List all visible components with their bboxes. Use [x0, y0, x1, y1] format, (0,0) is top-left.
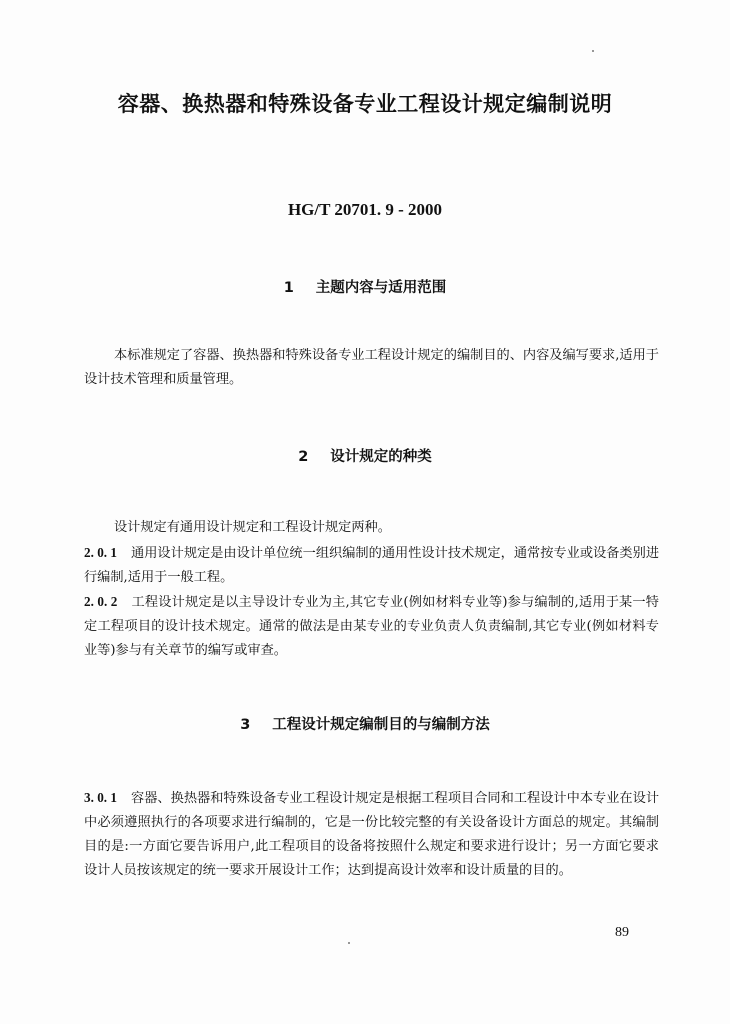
clause-2-0-1 — [84, 541, 659, 590]
standard-code: HG/T 20701. 9 - 2000 — [287, 200, 443, 219]
clause-2-0-1-number: 2. 0. 1 — [84, 545, 117, 560]
scan-speck — [592, 50, 594, 52]
section-1-number: 1 — [283, 280, 294, 296]
clause-3-0-1 — [84, 786, 659, 883]
clause-3-0-1-text: 容器、换热器和特殊设备专业工程设计规定是根据工程项目合同和工程设计中本专业在设计中必须遵照执行的各项要求进行编制的，它是一份比较完整的有关设备设计方面总的规定。其编制目的是:一方面它要告诉用户,此工程项目的设备将按照什么规定和要求进行设计；另一方面它要求设计人员按该规定的统一要求开展设计工作；达到提高设计效率和设计质量的目的。 — [84, 791, 660, 878]
section-1-heading — [0, 276, 730, 297]
clause-3-0-1-number: 3. 0. 1 — [84, 790, 117, 805]
section-3-number: 3 — [240, 717, 251, 733]
document-title: 容器、换热器和特殊设备专业工程设计规定编制说明 — [117, 92, 613, 116]
section-2-heading — [0, 445, 730, 466]
section-3-title: 工程设计规定编制目的与编制方法 — [272, 717, 490, 733]
section-2-title: 设计规定的种类 — [330, 449, 432, 465]
section-3-heading — [0, 713, 730, 734]
section-2-number: 2 — [298, 449, 309, 465]
clause-2-0-1-text: 通用设计规定是由设计单位统一组织编制的通用性设计技术规定，通常按专业或设备类别进行编制,适用于一般工程。 — [84, 546, 660, 585]
section-2-intro-paragraph: 设计规定有通用设计规定和工程设计规定两种。 — [114, 520, 391, 535]
clause-2-0-2-number: 2. 0. 2 — [84, 594, 118, 609]
clause-2-0-2 — [84, 590, 659, 663]
section-1-title: 主题内容与适用范围 — [315, 280, 447, 296]
clause-2-0-2-text: 工程设计规定是以主导设计专业为主,其它专业(例如材料专业等)参与编制的,适用于某一特定工程项目的设计技术规定。通常的做法是由某专业的专业负责人负责编制,其它专业(例如材料专业等)参与有关章节的编写或审查。 — [84, 595, 659, 658]
page-number: 89 — [615, 925, 629, 940]
section-1-paragraph: 本标准规定了容器、换热器和特殊设备专业工程设计规定的编制目的、内容及编写要求,适用于设计技术管理和质量管理。 — [84, 348, 659, 387]
scan-speck — [348, 942, 350, 944]
